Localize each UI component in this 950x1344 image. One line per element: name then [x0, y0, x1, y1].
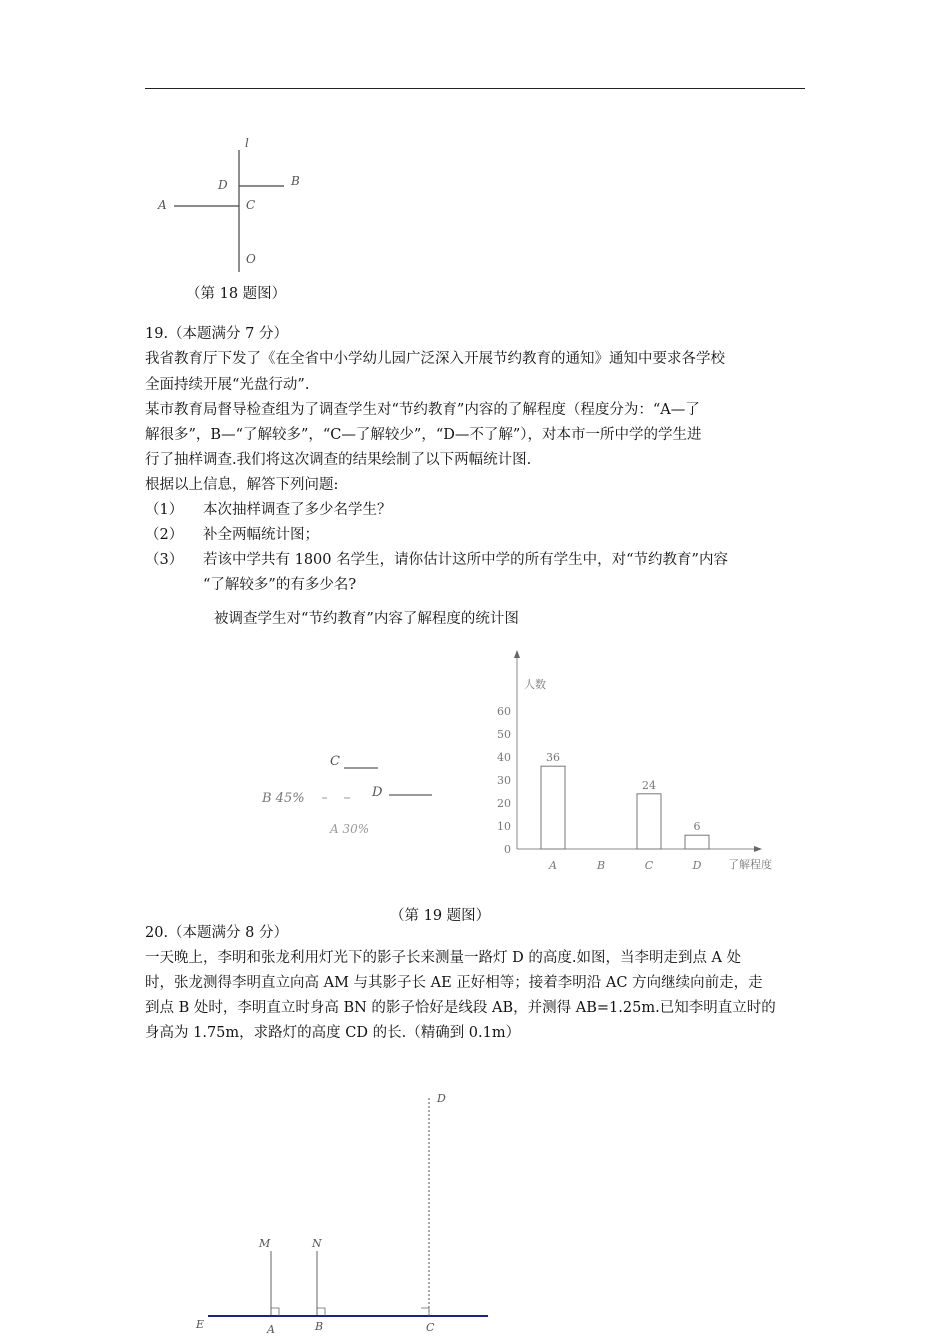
fig20-label-e: E: [196, 1318, 205, 1331]
fig20-label-c: C: [426, 1321, 435, 1334]
fig18-label-b: B: [291, 174, 300, 188]
y-tick-label: 50: [497, 728, 511, 741]
x-tick-label-C: C: [644, 859, 654, 872]
q19-item-3-continued: “了解较多”的有多少名?: [203, 577, 357, 593]
x-tick-label-D: D: [692, 859, 702, 872]
q19-line-2: 全面持续开展“光盘行动”.: [145, 377, 310, 393]
bar-value-label-D: 6: [693, 820, 701, 834]
pie-label-d: D: [372, 785, 383, 800]
fig18-label-a: A: [158, 198, 167, 212]
q19-item-2-num: （2）: [145, 527, 184, 543]
right-angle-a: [271, 1308, 279, 1316]
fig20-label-d: D: [437, 1092, 446, 1105]
q19-chart-title: 被调查学生对“节约教育”内容了解程度的统计图: [214, 611, 519, 627]
q19-item-1-text: 本次抽样调查了多少名学生？: [203, 502, 392, 518]
q20-line-3: 到点 B 处时，李明直立时身高 BN 的影子恰好是线段 AB，并测得 AB=1.25m.已知李明直立时的: [145, 1000, 776, 1016]
bar-value-label-C: 24: [642, 778, 656, 792]
q20-line-1: 一天晚上，李明和张龙利用灯光下的影子长来测量一路灯 D 的高度.如图，当李明走到点 A 处: [145, 950, 742, 966]
fig18-caption: （第 18 题图）: [186, 286, 287, 302]
y-tick-label: 40: [497, 751, 511, 764]
fig18-label-c: C: [246, 198, 256, 212]
fig18-label-d: D: [218, 178, 228, 192]
bar-value-label-A: 36: [546, 751, 560, 765]
pie-label-a: A 30%: [330, 822, 370, 836]
y-tick-label: 30: [497, 774, 511, 787]
q19-line-4: 解很多”，B—“了解较多”，“C—了解较少”，“D—不了解”），对本市一所中学的学生进: [145, 427, 702, 443]
y-axis-label: 人数: [524, 678, 546, 691]
x-tick-label-A: A: [549, 859, 557, 872]
pie-label-b: B 45%: [262, 791, 305, 806]
fig20-label-m: M: [259, 1237, 271, 1250]
q19-line-5: 行了抽样调查.我们将这次调查的结果绘制了以下两幅统计图.: [145, 452, 532, 468]
q19-item-3-text: 若该中学共有 1800 名学生，请你估计这所中学的所有学生中，对“节约教育”内容: [203, 552, 728, 568]
x-axis-label: 了解程度: [728, 858, 772, 871]
pie-label-c: C: [330, 754, 340, 769]
q19-item-1-num: （1）: [145, 502, 184, 518]
q20-header: 20.（本题满分 8 分）: [145, 925, 289, 941]
q19-caption: （第 19 题图）: [390, 908, 491, 924]
q19-line-3: 某市教育局督导检查组为了调查学生对“节约教育”内容的了解程度（程度分为：“A—了: [145, 402, 700, 418]
right-angle-b: [317, 1308, 325, 1316]
q19-line-1: 我省教育厅下发了《在全省中小学幼儿园广泛深入开展节约教育的通知》通知中要求各学校: [145, 351, 725, 367]
fig20-label-b: B: [315, 1320, 324, 1333]
fig18-label-o: O: [246, 252, 256, 266]
fig18-label-l: l: [245, 136, 249, 150]
q19-item-3-num: （3）: [145, 552, 184, 568]
y-tick-label: 20: [497, 797, 511, 810]
right-angle-c: [421, 1308, 429, 1316]
x-tick-label-B: B: [596, 859, 606, 872]
y-tick-label: 0: [504, 843, 511, 856]
q20-line-2: 时，张龙测得李明直立向高 AM 与其影子长 AE 正好相等；接着李明沿 AC 方向继续向前走，走: [145, 975, 763, 991]
fig20-label-a: A: [267, 1323, 275, 1336]
q19-header: 19.（本题满分 7 分）: [145, 326, 289, 342]
q19-item-2-text: 补全两幅统计图；: [203, 527, 319, 543]
q19-line-6: 根据以上信息，解答下列问题:: [145, 477, 339, 493]
q20-line-4: 身高为 1.75m，求路灯的高度 CD 的长.（精确到 0.1m）: [145, 1025, 521, 1041]
y-tick-label: 60: [497, 705, 511, 718]
y-tick-label: 10: [497, 820, 511, 833]
fig20-label-n: N: [312, 1237, 322, 1250]
